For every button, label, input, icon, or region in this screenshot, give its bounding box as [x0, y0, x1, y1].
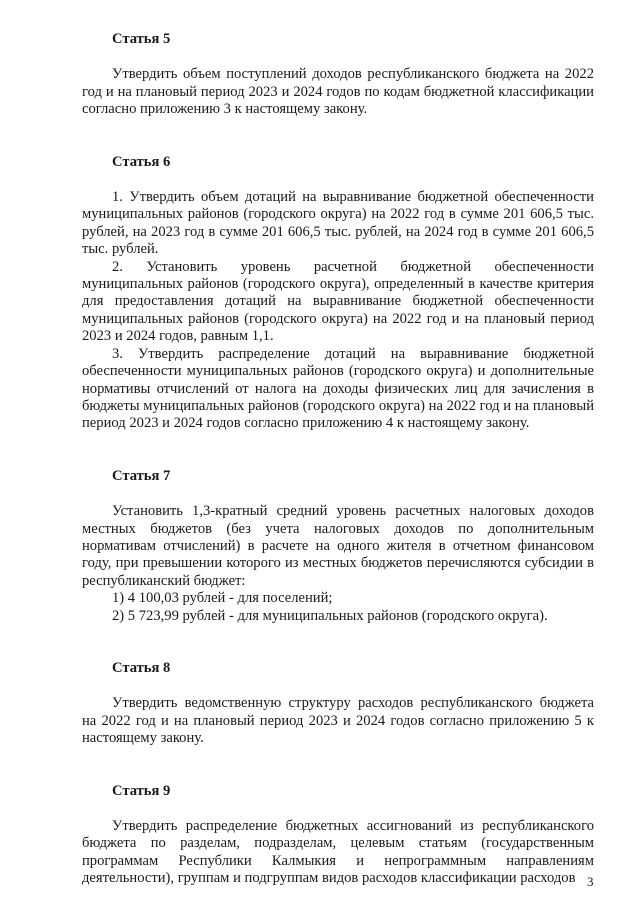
- article-heading: Статья 8: [112, 659, 171, 676]
- article-paragraph: Установить 1,3-кратный средний уровень расчетных налоговых доходов местных бюджетов (без учета налоговых доходов по дополнительным нормативам отчислений) в расчете на одного жителя в отчетном финансовом году, при превышении которого из местных бюджетов перечисляются субсидии в республиканский бюджет:: [82, 503, 594, 589]
- article-paragraph: 2. Установить уровень расчетной бюджетной обеспеченности муниципальных районов (городского округа), определенный в качестве критерия для предоставления дотаций на выравнивание бюджетной обеспеченности муниципальных районов (городского округа) на 2022 год и на плановый период 2023 и 2024 годов, равным 1,1.: [82, 258, 594, 345]
- page-number: 3: [587, 874, 594, 889]
- article-paragraph: Утвердить распределение бюджетных ассигнований из республиканского бюджета по разделам, подразделам, целевым статьям (государственным программам Республики Калмыкия и непрограммным направлениям деятельности), группам и подгруппам видов расходов классификации расходов: [82, 818, 594, 887]
- article-heading: Статья 6: [112, 153, 171, 170]
- article-paragraph: 3. Утвердить распределение дотаций на выравнивание бюджетной обеспеченности муниципальных районов (городского округа) и дополнительные нормативы отчислений от налога на доходы физических лиц для зачисления в бюджеты муниципальных районов (городского округа) на 2022 год и на плановый период 2023 и 2024 годов согласно приложению 4 к настоящему закону.: [82, 345, 594, 432]
- list-item: 2) 5 723,99 рублей - для муниципальных районов (городского округа).: [112, 607, 548, 624]
- article-5: [82, 31, 594, 119]
- article-9: [82, 783, 594, 888]
- document-body: [82, 31, 594, 888]
- article-heading: Статья 7: [112, 467, 171, 484]
- article-8: [82, 660, 594, 748]
- article-paragraph: 1. Утвердить объем дотаций на выравнивание бюджетной обеспеченности муниципальных районов (городского округа) на 2022 год в сумме 201 606,5 тыс. рублей, на 2023 год в сумме 201 606,5 тыс. рублей, на 2024 год в сумме 201 606,5 тыс. рублей.: [82, 189, 594, 258]
- article-heading: Статья 5: [112, 31, 171, 47]
- article-heading: Статья 9: [112, 782, 171, 799]
- article-7: [82, 468, 594, 625]
- article-paragraph: Утвердить объем поступлений доходов республиканского бюджета на 2022 год и на плановый период 2023 и 2024 годов по кодам бюджетной классификации согласно приложению 3 к настоящему закону.: [82, 66, 594, 118]
- article-paragraph: Утвердить ведомственную структуру расходов республиканского бюджета на 2022 год и на плановый период 2023 и 2024 годов согласно приложению 5 к настоящему закону.: [82, 695, 594, 747]
- article-6: [82, 154, 594, 433]
- list-item: 1) 4 100,03 рублей - для поселений;: [112, 590, 333, 607]
